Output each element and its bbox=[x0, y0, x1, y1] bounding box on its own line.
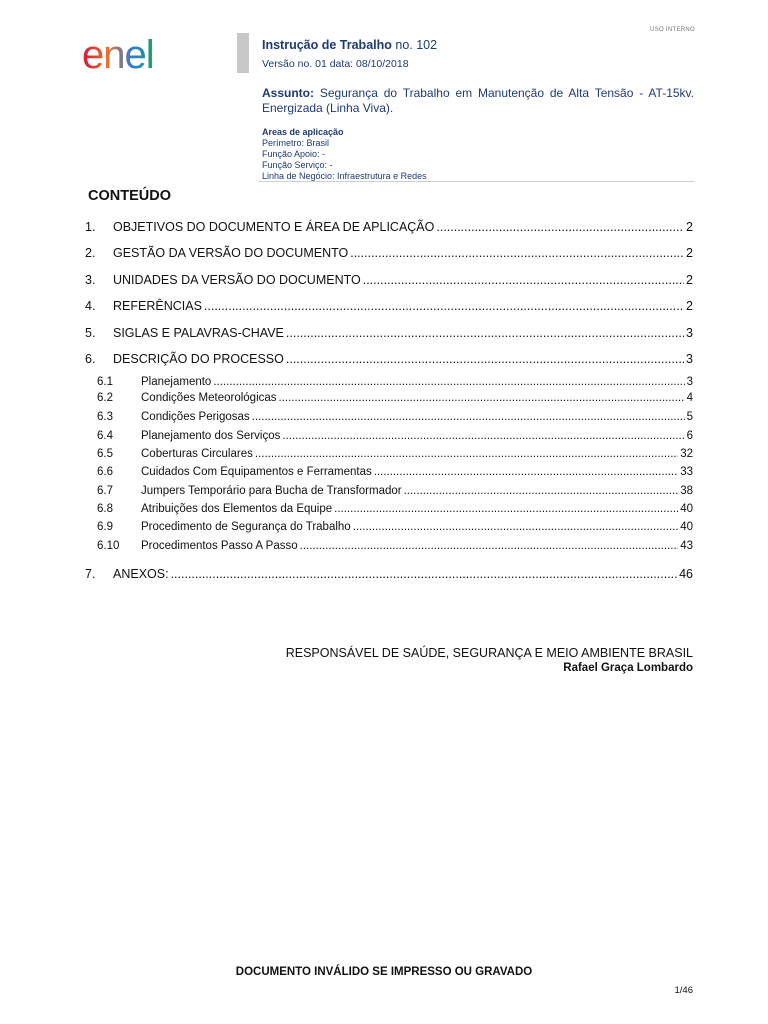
page-number: 1/46 bbox=[674, 985, 693, 996]
doc-version: Versão no. 01 data: 08/10/2018 bbox=[262, 58, 409, 70]
responsible-title: RESPONSÁVEL DE SAÚDE, SEGURANÇA E MEIO AMBIENTE BRASIL bbox=[285, 646, 693, 660]
toc-subentry[interactable]: 6.6 Cuidados Com Equipamentos e Ferramentas ..... 33 bbox=[85, 466, 693, 478]
toc-entry[interactable]: 6. DESCRIÇÃO DO PROCESSO ..... 3 bbox=[85, 352, 693, 366]
footer-notice: DOCUMENTO INVÁLIDO SE IMPRESSO OU GRAVADO bbox=[235, 966, 533, 978]
subject-text: Segurança do Trabalho em Manutenção de Alta Tensão - AT-15kv. Energizada (Linha Viva). bbox=[262, 86, 694, 115]
toc-subentry[interactable]: 6.7 Jumpers Temporário para Bucha de Transformador ..... 38 bbox=[85, 485, 693, 497]
toc-subentry[interactable]: 6.5 Coberturas Circulares ..... 32 bbox=[85, 448, 693, 460]
toc-entry[interactable]: 3. UNIDADES DA VERSÃO DO DOCUMENTO ..... 2 bbox=[85, 273, 693, 287]
toc-entry[interactable]: 2. GESTÃO DA VERSÃO DO DOCUMENTO ..... 2 bbox=[85, 246, 693, 260]
funcao-servico: Função Serviço: - bbox=[262, 160, 333, 170]
header-accent-bar bbox=[237, 33, 249, 73]
header-divider bbox=[258, 181, 694, 182]
doc-title bbox=[262, 38, 437, 52]
toc-entry[interactable]: 4. REFERÊNCIAS ..... 2 bbox=[85, 299, 693, 313]
toc-subentry[interactable]: 6.2 Condições Meteorológicas ..... 4 bbox=[85, 392, 693, 404]
toc-entry[interactable]: 5. SIGLAS E PALAVRAS-CHAVE ..... 3 bbox=[85, 326, 693, 340]
toc-entry[interactable]: 1. OBJETIVOS DO DOCUMENTO E ÁREA DE APLICAÇÃO ..... 2 bbox=[85, 220, 693, 234]
areas-title: Areas de aplicação bbox=[262, 127, 344, 137]
doc-type: Instrução de Trabalho bbox=[262, 38, 392, 52]
svg-text:enel: enel bbox=[82, 33, 154, 76]
toc-subentry[interactable]: 6.1 Planejamento ..... 3 bbox=[85, 376, 693, 388]
responsible-name: Rafael Graça Lombardo bbox=[563, 662, 693, 674]
linha-negocio: Linha de Negócio: Infraestrutura e Redes bbox=[262, 171, 427, 181]
doc-subject bbox=[262, 86, 694, 116]
toc-subentry[interactable]: 6.4 Planejamento dos Serviços ..... 6 bbox=[85, 430, 693, 442]
doc-number: no. 102 bbox=[395, 38, 438, 52]
toc-entry[interactable]: 7. ANEXOS: ..... 46 bbox=[85, 567, 693, 581]
funcao-apoio: Função Apoio: - bbox=[262, 149, 326, 159]
internal-use-label: USO INTERNO bbox=[650, 27, 695, 33]
toc-subentry[interactable]: 6.9 Procedimento de Segurança do Trabalho ..... 40 bbox=[85, 521, 693, 533]
toc-subentry[interactable]: 6.8 Atribuições dos Elementos da Equipe ..... 40 bbox=[85, 503, 693, 515]
subject-label: Assunto: bbox=[262, 86, 314, 100]
toc-subentry[interactable]: 6.3 Condições Perigosas ..... 5 bbox=[85, 411, 693, 423]
application-areas bbox=[262, 127, 427, 182]
toc-subentry[interactable]: 6.10 Procedimentos Passo A Passo ..... 43 bbox=[85, 540, 693, 552]
enel-logo bbox=[80, 28, 195, 76]
contents-title: CONTEÚDO bbox=[88, 188, 171, 204]
perimetro: Perímetro: Brasil bbox=[262, 138, 330, 148]
